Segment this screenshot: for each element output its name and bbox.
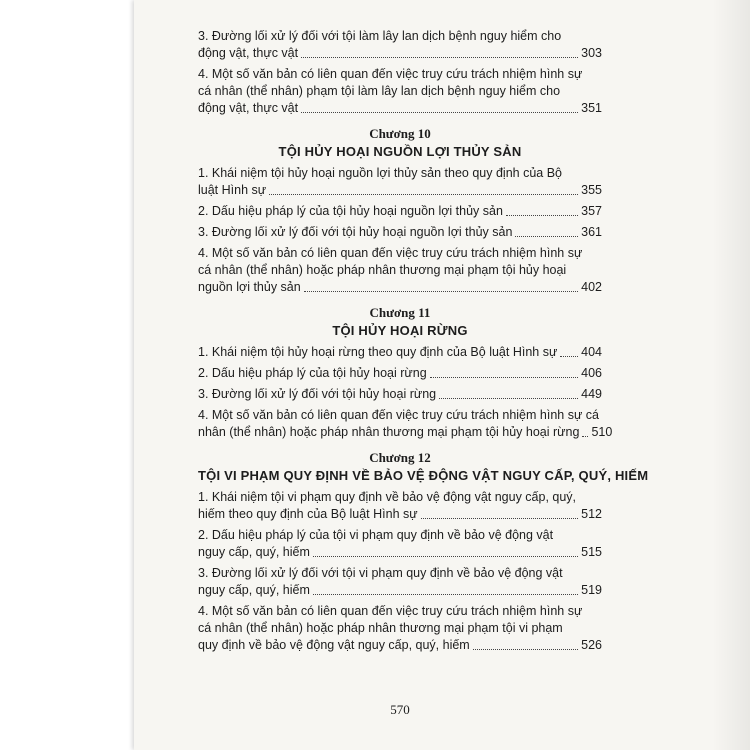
dotted-leader <box>301 57 578 58</box>
toc-page-number: 512 <box>581 507 602 521</box>
page-number: 570 <box>390 702 410 717</box>
chapter-block <box>198 125 602 296</box>
toc-entry-line: 1. Khái niệm tội vi phạm quy định về bảo vệ động vật nguy cấp, quý, <box>198 490 577 504</box>
dotted-leader <box>313 556 578 557</box>
toc-entry-line: động vật, thực vật <box>198 101 299 115</box>
chapter-heading <box>198 449 649 485</box>
toc-entry-line: 3. Đường lối xử lý đối với tội vi phạm quy định về bảo vệ động vật <box>198 566 563 580</box>
dotted-leader <box>430 377 578 378</box>
dotted-leader <box>515 236 578 237</box>
toc-entry-last-line <box>198 582 602 599</box>
dotted-leader <box>421 518 579 519</box>
toc-entry <box>198 28 602 62</box>
toc-entry <box>198 245 602 296</box>
toc-entry-line: 4. Một số văn bản có liên quan đến việc truy cứu trách nhiệm hình sự cá <box>198 408 599 422</box>
dotted-leader <box>439 398 578 399</box>
dotted-leader <box>304 291 578 292</box>
dotted-leader <box>313 594 578 595</box>
toc-entry-last-line <box>198 203 602 220</box>
toc-entry-last-line <box>198 182 602 199</box>
toc-entry-line: 2. Dấu hiệu pháp lý của tội hủy hoại rừng <box>198 366 427 380</box>
chapter-title: TỘI HỦY HOẠI RỪNG <box>332 323 468 338</box>
chapter-block <box>198 304 613 441</box>
toc-entry <box>198 203 602 220</box>
toc-entry-line: luật Hình sự <box>198 183 267 197</box>
chapter-block <box>198 449 649 654</box>
toc-entry <box>198 565 602 599</box>
toc-page-number: 515 <box>581 545 602 559</box>
toc-entry-last-line <box>198 100 602 117</box>
toc-page-number: 303 <box>581 46 602 60</box>
toc-entry-line: nguồn lợi thủy sản <box>198 280 301 294</box>
toc-page-number: 357 <box>581 204 602 218</box>
toc-entry <box>198 165 602 199</box>
toc-entry <box>198 386 602 403</box>
toc-page-number: 402 <box>581 280 602 294</box>
dotted-leader <box>560 356 578 357</box>
previous-chapter-entries <box>198 28 602 117</box>
toc-page-number: 519 <box>581 583 602 597</box>
toc-entry-line: động vật, thực vật <box>198 46 299 60</box>
toc-entry <box>198 603 602 654</box>
toc-entry-line: hiếm theo quy định của Bộ luật Hình sự <box>198 507 418 521</box>
toc-entry <box>198 365 602 382</box>
toc-entry-line: 1. Khái niệm tội hủy hoại rừng theo quy định của Bộ luật Hình sự <box>198 345 558 359</box>
toc-entry-line: nguy cấp, quý, hiếm <box>198 545 310 559</box>
toc-entry-last-line <box>198 506 602 523</box>
toc-entry-last-line <box>198 544 602 561</box>
toc-entry-line: nhân (thể nhân) hoặc pháp nhân thương mại phạm tội hủy hoại rừng <box>198 425 580 439</box>
toc-entry-last-line <box>198 344 602 361</box>
toc-entry-line: nguy cấp, quý, hiếm <box>198 583 310 597</box>
dotted-leader <box>301 112 578 113</box>
toc-page-number: 449 <box>581 387 602 401</box>
toc-entry-line: 2. Dấu hiệu pháp lý của tội hủy hoại nguồn lợi thủy sản <box>198 204 503 218</box>
chapter-heading <box>198 125 602 161</box>
toc-entry-last-line <box>198 386 602 403</box>
toc-entry-line: 4. Một số văn bản có liên quan đến việc truy cứu trách nhiệm hình sự <box>198 604 583 618</box>
toc-entry <box>198 407 613 441</box>
chapter-number: Chương 11 <box>369 305 431 320</box>
toc-entry <box>198 527 602 561</box>
toc-page-number: 526 <box>581 638 602 652</box>
toc-entry-last-line <box>198 224 602 241</box>
toc-entry-line: cá nhân (thể nhân) phạm tội làm lây lan dịch bệnh nguy hiểm cho <box>198 84 561 98</box>
dotted-leader <box>506 215 578 216</box>
chapter-title: TỘI HỦY HOẠI NGUỒN LỢI THỦY SẢN <box>278 144 522 159</box>
dotted-leader <box>269 194 578 195</box>
toc-page-number: 361 <box>581 225 602 239</box>
toc-entry-line: 2. Dấu hiệu pháp lý của tội vi phạm quy định về bảo vệ động vật <box>198 528 554 542</box>
chapter-title: TỘI VI PHẠM QUY ĐỊNH VỀ BẢO VỆ ĐỘNG VẬT NGUY CẤP, QUÝ, HIẾM <box>198 468 649 483</box>
toc-entry-line: 1. Khái niệm tội hủy hoại nguồn lợi thủy sản theo quy định của Bộ <box>198 166 562 180</box>
toc-entry-line: 4. Một số văn bản có liên quan đến việc truy cứu trách nhiệm hình sự <box>198 246 583 260</box>
toc-entry-line: cá nhân (thể nhân) hoặc pháp nhân thương mại phạm tội vi phạm <box>198 621 563 635</box>
chapter-number: Chương 12 <box>369 450 431 465</box>
toc-entry-last-line <box>198 637 602 654</box>
toc-entry <box>198 224 602 241</box>
toc-entry-last-line <box>198 365 602 382</box>
toc-entry <box>198 489 602 523</box>
chapter-heading <box>198 304 602 340</box>
toc-page-number: 510 <box>591 425 613 439</box>
chapter-number: Chương 10 <box>369 126 431 141</box>
chapter-list <box>198 125 649 654</box>
dotted-leader <box>473 649 578 650</box>
toc-entry-line: quy định về bảo vệ động vật nguy cấp, quý, hiếm <box>198 638 470 652</box>
toc-page-number: 351 <box>581 101 602 115</box>
toc-entry-line: 3. Đường lối xử lý đối với tội làm lây lan dịch bệnh nguy hiểm cho <box>198 29 562 43</box>
toc-entry-last-line <box>198 279 602 296</box>
toc-entry-line: 4. Một số văn bản có liên quan đến việc truy cứu trách nhiệm hình sự <box>198 67 583 81</box>
toc-entry-line: cá nhân (thể nhân) hoặc pháp nhân thương mại phạm tội hủy hoại <box>198 263 567 277</box>
table-of-contents <box>198 24 649 654</box>
toc-entry <box>198 344 602 361</box>
toc-entry-line: 3. Đường lối xử lý đối với tội hủy hoại rừng <box>198 387 437 401</box>
toc-entry-last-line <box>198 424 613 441</box>
toc-page-number: 406 <box>581 366 602 380</box>
toc-entry-last-line <box>198 45 602 62</box>
toc-entry <box>198 66 602 117</box>
dotted-leader <box>582 436 588 437</box>
toc-page-number: 404 <box>581 345 602 359</box>
toc-page-number: 355 <box>581 183 602 197</box>
toc-entry-line: 3. Đường lối xử lý đối với tội hủy hoại nguồn lợi thủy sản <box>198 225 513 239</box>
